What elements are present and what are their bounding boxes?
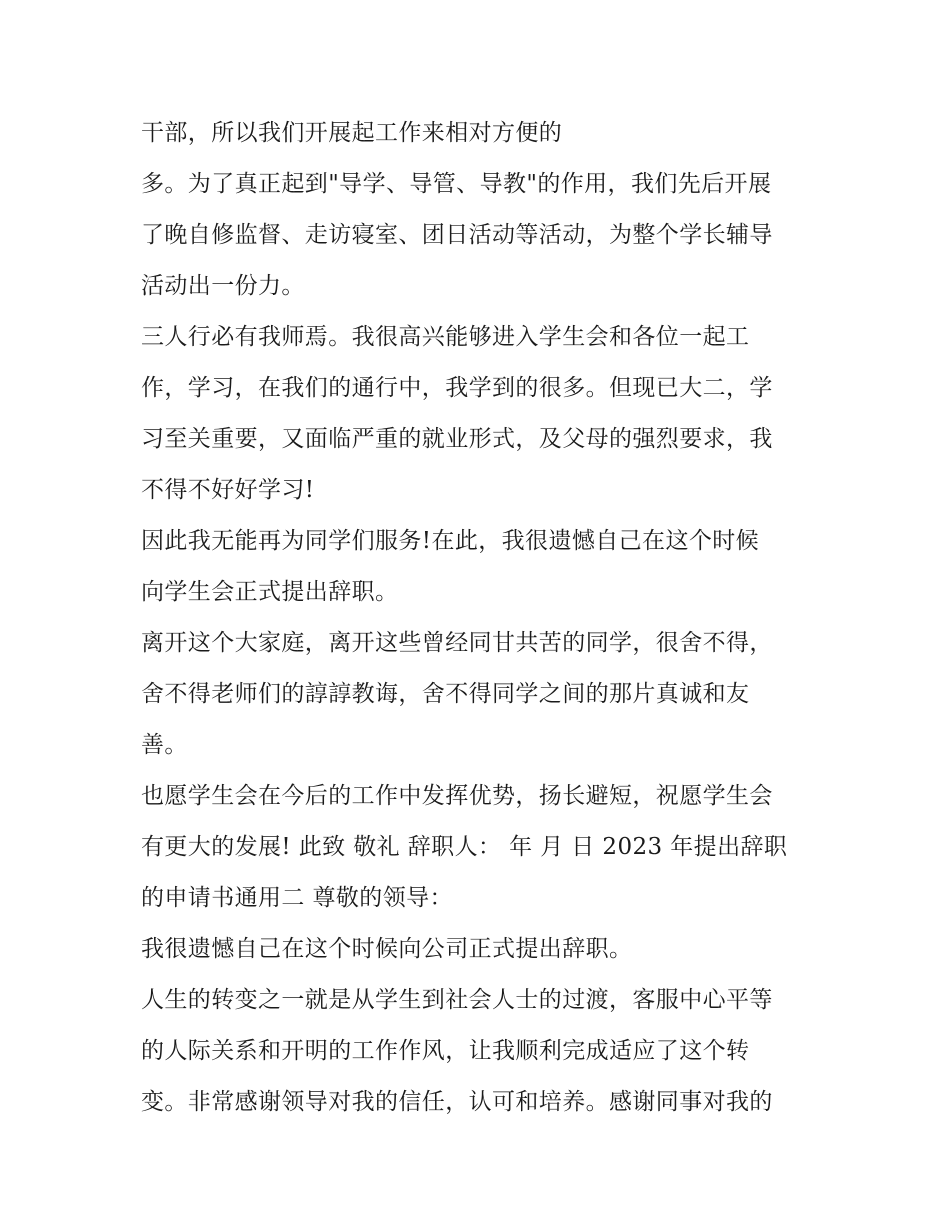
text-line: 干部，所以我们开展起工作来相对方便的 — [141, 120, 563, 146]
text-line: 离开这个大家庭，离开这些曾经同甘共苦的同学，很舍不得， — [141, 630, 773, 656]
text-line: 了晚自修监督、走访寝室、团日活动等活动，为整个学长辅导 — [141, 222, 773, 248]
text-line: 作，学习，在我们的通行中，我学到的很多。但现已大二，学 — [141, 375, 773, 401]
document-body — [141, 108, 821, 1128]
text-line: 三人行必有我师焉。我很高兴能够进入学生会和各位一起工 — [141, 324, 750, 350]
text-line: 变。非常感谢领导对我的信任，认可和培养。感谢同事对我的 — [141, 1089, 773, 1115]
text-line: 也愿学生会在今后的工作中发挥优势，扬长避短，祝愿学生会 — [141, 783, 773, 809]
text-line: 多。为了真正起到"导学、导管、导教"的作用，我们先后开展 — [141, 171, 772, 197]
text-line: 的人际关系和开明的工作作风，让我顺利完成适应了这个转 — [141, 1038, 750, 1064]
text-line: 人生的转变之一就是从学生到社会人士的过渡，客服中心平等 — [141, 987, 773, 1013]
text-line: 向学生会正式提出辞职。 — [141, 579, 399, 605]
text-line: 因此我无能再为同学们服务!在此，我很遗憾自己在这个时候 — [141, 528, 760, 554]
text-line: 习至关重要，又面临严重的就业形式，及父母的强烈要求，我 — [141, 426, 773, 452]
text-line: 舍不得老师们的諄諄教诲，舍不得同学之间的那片真诚和友 — [141, 681, 750, 707]
text-line: 活动出一份力。 — [141, 273, 305, 299]
text-line: 有更大的发展! 此致 敬礼 辞职人： 年 月 日 2023 年提出辞职 — [141, 834, 788, 860]
text-line: 不得不好好学习! — [141, 477, 315, 503]
text-line: 善。 — [141, 732, 188, 758]
text-line: 的申请书通用二 尊敬的领导： — [141, 885, 453, 911]
text-line: 我很遗憾自己在这个时候向公司正式提出辞职。 — [141, 936, 633, 962]
